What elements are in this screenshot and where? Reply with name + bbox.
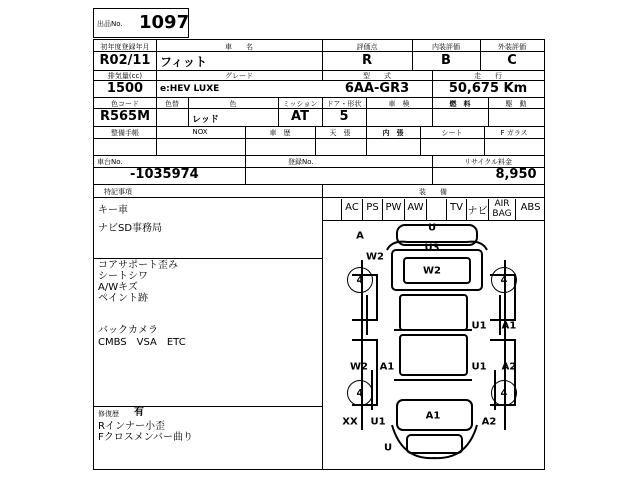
interior-trim-label: 内 張 — [382, 129, 404, 137]
damage-mark: U — [383, 442, 393, 454]
repair-value: 有 — [134, 407, 144, 418]
equipment-label: 装 備 — [419, 188, 447, 196]
damage-mark: A1 — [501, 320, 517, 332]
grid-line — [322, 39, 323, 80]
grid-line — [245, 126, 246, 155]
damage-mark: W2 — [423, 265, 441, 277]
reg-label: 初年度登録年月 — [100, 43, 150, 51]
interior-score-label: 内装評価 — [432, 43, 460, 51]
inspection-label: 車 検 — [388, 100, 410, 108]
grid-line — [93, 184, 545, 185]
color-code-label: 色コード — [111, 100, 139, 108]
grid-line — [420, 126, 421, 155]
grid-line — [93, 138, 545, 139]
grid-line — [156, 97, 157, 126]
grid-line — [93, 258, 322, 259]
grid-line — [93, 155, 545, 156]
displacement-label: 排気量(cc) — [107, 72, 143, 80]
grid-line — [278, 97, 279, 126]
color-value: レッド — [192, 115, 219, 125]
grade-value: e:HEV LUXE — [160, 84, 220, 94]
grid-line — [315, 126, 316, 155]
tire-indicator: 4 — [347, 380, 373, 406]
mileage-value: 50,675 Km — [448, 81, 528, 96]
grid-line — [432, 70, 433, 97]
damage-mark: U3 — [424, 242, 440, 254]
grid-line — [93, 406, 322, 407]
equip-pw: PW — [385, 202, 402, 213]
seat-label: シート — [441, 129, 463, 137]
manual-label: 整備手帳 — [111, 129, 139, 137]
note-line: キー車 — [98, 205, 128, 216]
regno-label: 登録No. — [288, 158, 314, 166]
chassis-label: 車台No. — [97, 158, 123, 166]
interior-score-value: B — [441, 53, 451, 68]
mileage-label: 走 行 — [474, 72, 502, 80]
equip-abs: ABS — [520, 202, 541, 213]
note-line: ペイント跡 — [98, 293, 148, 304]
damage-mark: XX — [342, 416, 358, 428]
equip-airbag: AIR BAG — [492, 199, 512, 219]
damage-mark: A — [356, 230, 364, 242]
grid-line — [432, 97, 433, 126]
equip-tv: TV — [450, 202, 463, 213]
score-value: R — [361, 53, 373, 68]
grid-line — [480, 39, 481, 70]
equip-ps: PS — [366, 202, 379, 213]
grid-line — [156, 39, 157, 70]
tire-indicator: 4 — [347, 267, 373, 293]
color-label: 色 — [229, 100, 237, 108]
grid-line — [484, 126, 485, 155]
damage-mark: U1 — [370, 416, 386, 428]
grid-line — [93, 108, 545, 109]
grid-line — [93, 126, 545, 127]
exterior-score-label: 外装評価 — [498, 43, 526, 51]
repair-line: Fクロスメンバー曲り — [98, 432, 194, 443]
lot-number: 1097 — [139, 12, 190, 33]
score-label: 評価点 — [356, 43, 378, 51]
grid-line — [366, 97, 367, 126]
history-label: 車 歴 — [269, 129, 291, 137]
reg-date: R02/11 — [99, 53, 151, 68]
fglass-label: F ガラス — [500, 129, 528, 137]
grid-line — [432, 155, 433, 184]
equip-ac: AC — [345, 202, 359, 213]
grid-line — [322, 97, 323, 126]
car-diagram — [322, 220, 545, 470]
note-line: CMBS VSA ETC — [98, 337, 186, 348]
grid-line — [156, 126, 157, 155]
damage-mark: U1 — [471, 320, 487, 332]
damage-mark: U — [427, 222, 437, 234]
note-line: コアサポート歪み — [98, 260, 178, 271]
door-value: 5 — [339, 109, 349, 124]
tire-indicator: 4 — [491, 380, 517, 406]
chassis-value: -1035974 — [130, 167, 199, 182]
drive-label: 駆 動 — [505, 100, 527, 108]
note-line: バックカメラ — [98, 325, 158, 336]
mission-value: AT — [291, 109, 309, 124]
grade-label: グレード — [225, 72, 253, 80]
special-notes-label: 特記事項 — [104, 188, 132, 196]
equipment-row — [341, 199, 545, 220]
repair-line: Rインナー小歪 — [98, 421, 165, 432]
color-code-value: R565M — [99, 109, 151, 124]
model-label: 型 式 — [363, 72, 391, 80]
note-line: A/Wキズ — [98, 282, 138, 293]
exterior-score-value: C — [507, 53, 517, 68]
equip-aw: AW — [407, 202, 424, 213]
grid-line — [93, 97, 545, 98]
recycle-value: 8,950 — [495, 167, 537, 182]
door-label: ドア・形状 — [326, 100, 362, 108]
grid-line — [188, 97, 189, 126]
grid-line — [366, 126, 367, 155]
displacement-value: 1500 — [106, 81, 144, 96]
damage-mark: W2 — [350, 361, 368, 373]
nox-label: NOX — [192, 128, 208, 136]
damage-mark: A2 — [501, 361, 517, 373]
damage-mark: A1 — [425, 410, 441, 422]
car-name-label: 車 名 — [225, 43, 253, 51]
lot-label: 出品No. — [97, 20, 123, 28]
grid-line — [412, 39, 413, 70]
damage-mark: A2 — [481, 416, 497, 428]
grid-line — [93, 197, 545, 198]
grid-line — [488, 97, 489, 126]
grid-line — [156, 70, 157, 97]
recycle-label: リサイクル料金 — [463, 158, 513, 166]
grid-line — [245, 155, 246, 184]
color-change-label: 色替 — [165, 100, 179, 108]
repair-label: 修復歴 — [98, 410, 119, 418]
roof-label: 天 張 — [329, 129, 351, 137]
tire-indicator: 4 — [491, 267, 517, 293]
car-name: フィット — [160, 55, 208, 69]
grid-line — [93, 51, 545, 52]
note-line: シートシワ — [98, 271, 148, 282]
note-line: ナビSD事務局 — [98, 223, 163, 234]
model-value: 6AA-GR3 — [344, 81, 410, 96]
mission-label: ミッション — [282, 100, 318, 108]
equip-navi: ナビ — [467, 206, 488, 217]
damage-mark: W2 — [366, 251, 384, 263]
fuel-label: 燃 料 — [449, 100, 471, 108]
damage-mark: A1 — [379, 361, 395, 373]
damage-mark: U1 — [471, 361, 487, 373]
